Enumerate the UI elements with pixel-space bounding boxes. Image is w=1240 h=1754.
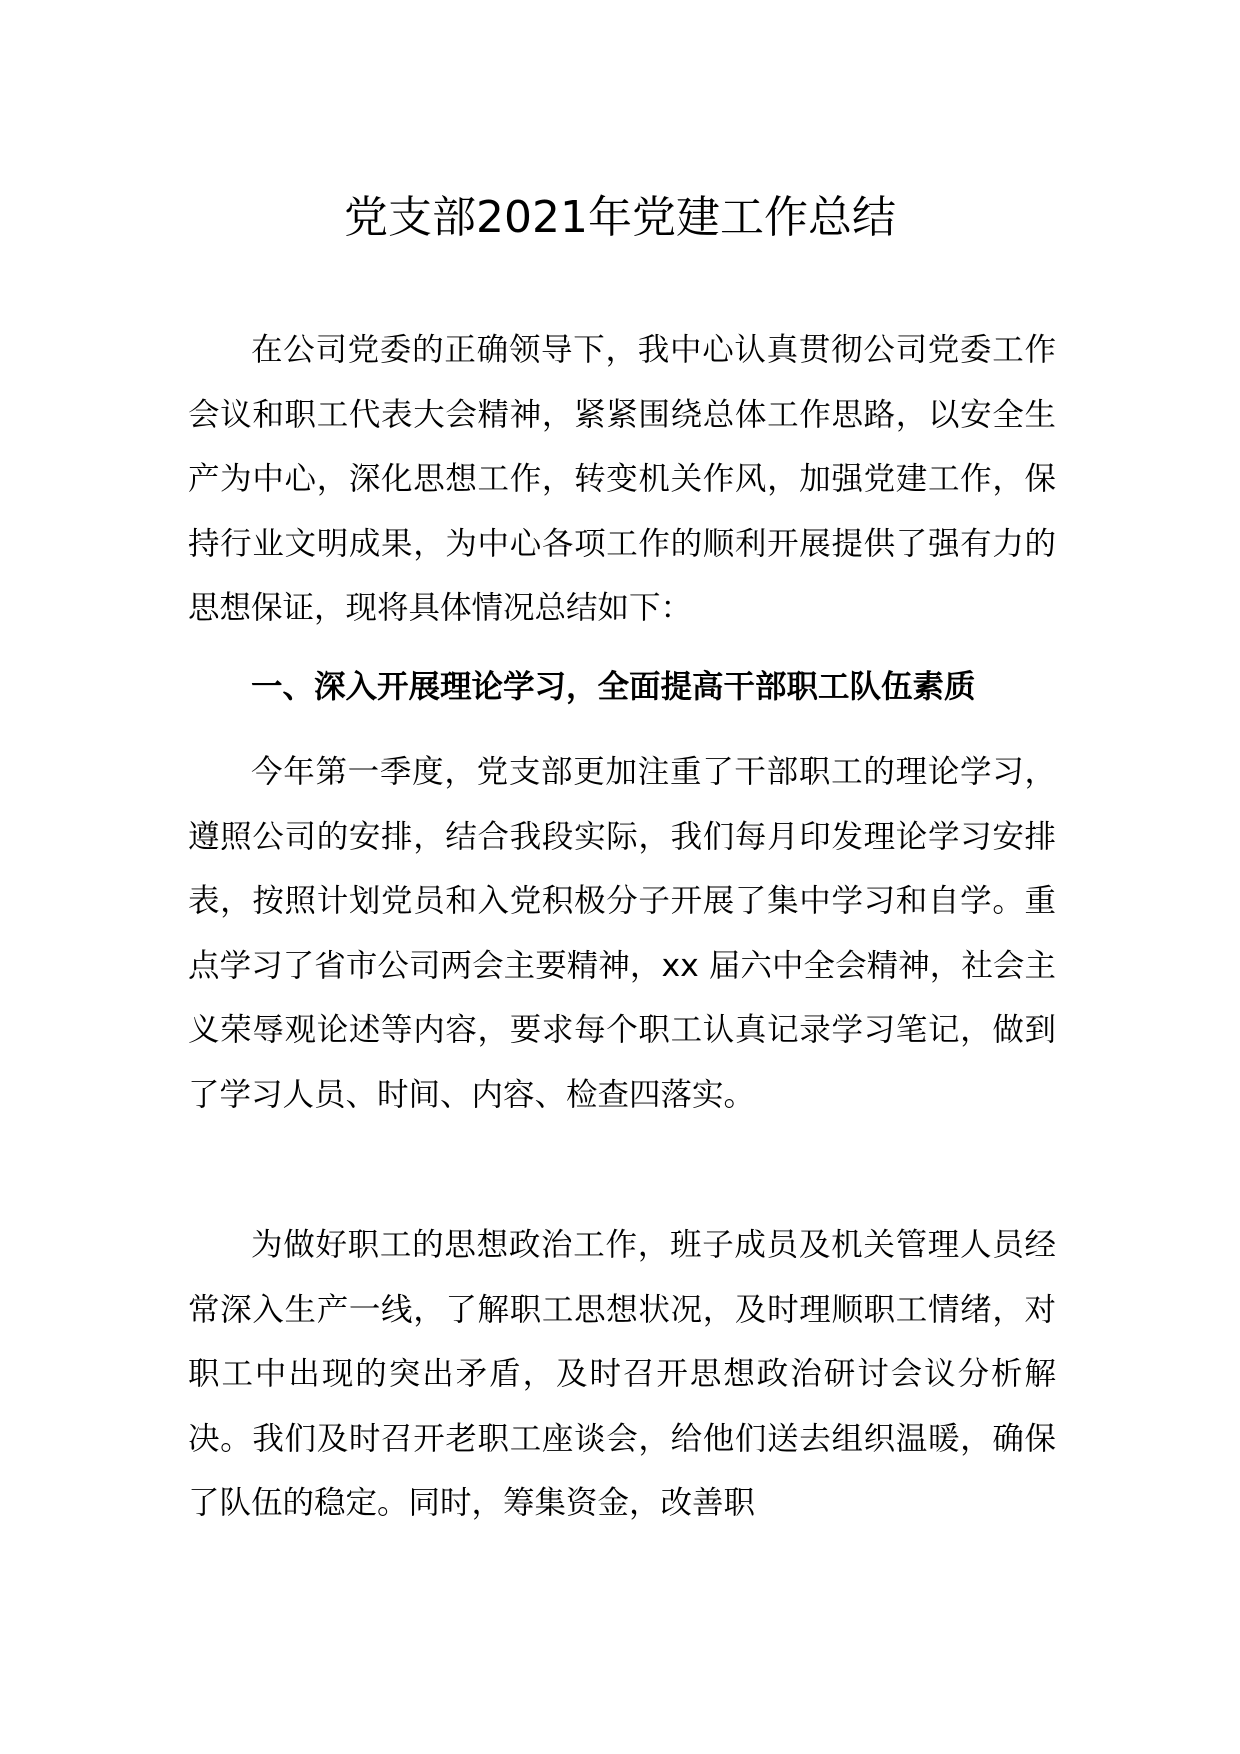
document-title: 党支部2021年党建工作总结 — [344, 192, 896, 243]
body-paragraph-1: 今年第一季度，党支部更加注重了干部职工的理论学习，遵照公司的安排，结合我段实际，我们每月印发理论学习安排表，按照计划党员和入党积极分子开展了集中学习和自学。重点学习了省市公司两会主要精神，xx 届六中全会精神，社会主义荣辱观论述等内容，要求每个职工认真记录学习笔记，做到了学习人员、时间、内容、检查四落实。 — [188, 754, 1056, 1113]
body-paragraph-2: 为做好职工的思想政治工作，班子成员及机关管理人员经常深入生产一线，了解职工思想状况，及时理顺职工情绪，对职工中出现的突出矛盾，及时召开思想政治研讨会议分析解决。我们及时召开老职工座谈会，给他们送去组织温暖，确保了队伍的稳定。同时，筹集资金，改善职 — [188, 1227, 1056, 1521]
section-heading-1: 一、深入开展理论学习，全面提高干部职工队伍素质 — [251, 669, 976, 705]
intro-paragraph: 在公司党委的正确领导下，我中心认真贯彻公司党委工作会议和职工代表大会精神，紧紧围绕总体工作思路，以安全生产为中心，深化思想工作，转变机关作风，加强党建工作，保持行业文明成果，为中心各项工作的顺利开展提供了强有力的思想保证，现将具体情况总结如下： — [188, 332, 1056, 626]
